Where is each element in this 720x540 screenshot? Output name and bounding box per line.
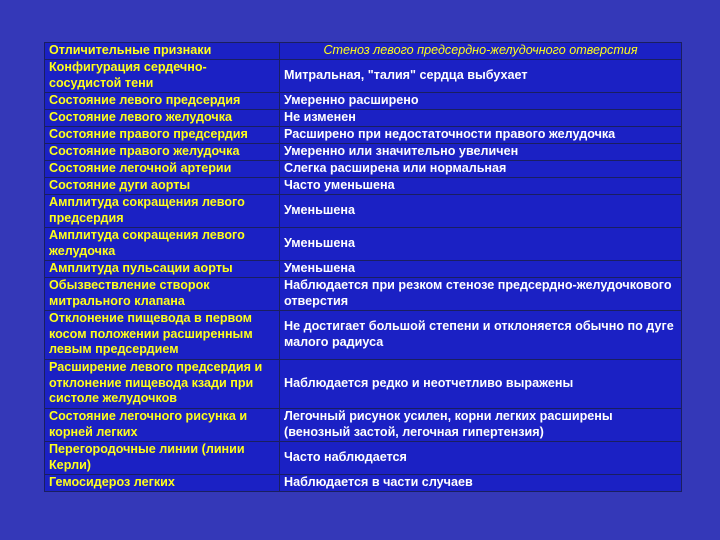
table-row — [45, 359, 682, 408]
row-label: Амплитуда сокращения левого желудочка — [45, 227, 280, 260]
row-value: Слегка расширена или нормальная — [280, 160, 682, 177]
table-row — [45, 92, 682, 109]
comparison-table — [44, 42, 682, 492]
row-label: Амплитуда пульсации аорты — [45, 260, 280, 277]
table-row — [45, 227, 682, 260]
row-value: Уменьшена — [280, 260, 682, 277]
row-label: Амплитуда сокращения левого предсердия — [45, 194, 280, 227]
header-features: Отличительные признаки — [45, 43, 280, 60]
row-value: Наблюдается редко и неотчетливо выражены — [280, 359, 682, 408]
row-value: Часто наблюдается — [280, 441, 682, 474]
table-body — [45, 43, 682, 492]
row-label: Состояние легочного рисунка и корней легких — [45, 408, 280, 441]
table-row — [45, 277, 682, 310]
table-row — [45, 194, 682, 227]
row-value: Часто уменьшена — [280, 177, 682, 194]
row-label: Отклонение пищевода в первом косом положении расширенным левым предсердием — [45, 310, 280, 359]
table-row — [45, 408, 682, 441]
row-value: Наблюдается в части случаев — [280, 474, 682, 491]
table-row — [45, 143, 682, 160]
row-label: Гемосидероз легких — [45, 474, 280, 491]
row-label: Расширение левого предсердия и отклонение пищевода кзади при систоле желудочков — [45, 359, 280, 408]
row-value: Митральная, "талия" сердца выбухает — [280, 59, 682, 92]
row-value: Легочный рисунок усилен, корни легких расширены (венозный застой, легочная гипертензия) — [280, 408, 682, 441]
table-row — [45, 474, 682, 491]
row-value: Расширено при недостаточности правого желудочка — [280, 126, 682, 143]
table-row — [45, 441, 682, 474]
row-value: Умеренно расширено — [280, 92, 682, 109]
row-label: Состояние легочной артерии — [45, 160, 280, 177]
row-label: Состояние дуги аорты — [45, 177, 280, 194]
header-stenosis: Стеноз левого предсердно-желудочного отверстия — [280, 43, 682, 60]
row-value: Уменьшена — [280, 227, 682, 260]
table-row — [45, 177, 682, 194]
row-label: Состояние левого предсердия — [45, 92, 280, 109]
table-row — [45, 59, 682, 92]
table-row — [45, 160, 682, 177]
row-label: Обызвествление створок митрального клапана — [45, 277, 280, 310]
row-label: Состояние правого желудочка — [45, 143, 280, 160]
row-value: Наблюдается при резком стенозе предсердно-желудочкового отверстия — [280, 277, 682, 310]
row-value: Не изменен — [280, 109, 682, 126]
table-row — [45, 109, 682, 126]
table-row — [45, 126, 682, 143]
row-label: Перегородочные линии (линии Керли) — [45, 441, 280, 474]
row-value: Не достигает большой степени и отклоняется обычно по дуге малого радиуса — [280, 310, 682, 359]
row-label: Состояние левого желудочка — [45, 109, 280, 126]
table-row — [45, 260, 682, 277]
row-value: Уменьшена — [280, 194, 682, 227]
row-value: Умеренно или значительно увеличен — [280, 143, 682, 160]
table-header-row — [45, 43, 682, 60]
row-label: Конфигурация сердечно-сосудистой тени — [45, 59, 280, 92]
table-row — [45, 310, 682, 359]
row-label: Состояние правого предсердия — [45, 126, 280, 143]
